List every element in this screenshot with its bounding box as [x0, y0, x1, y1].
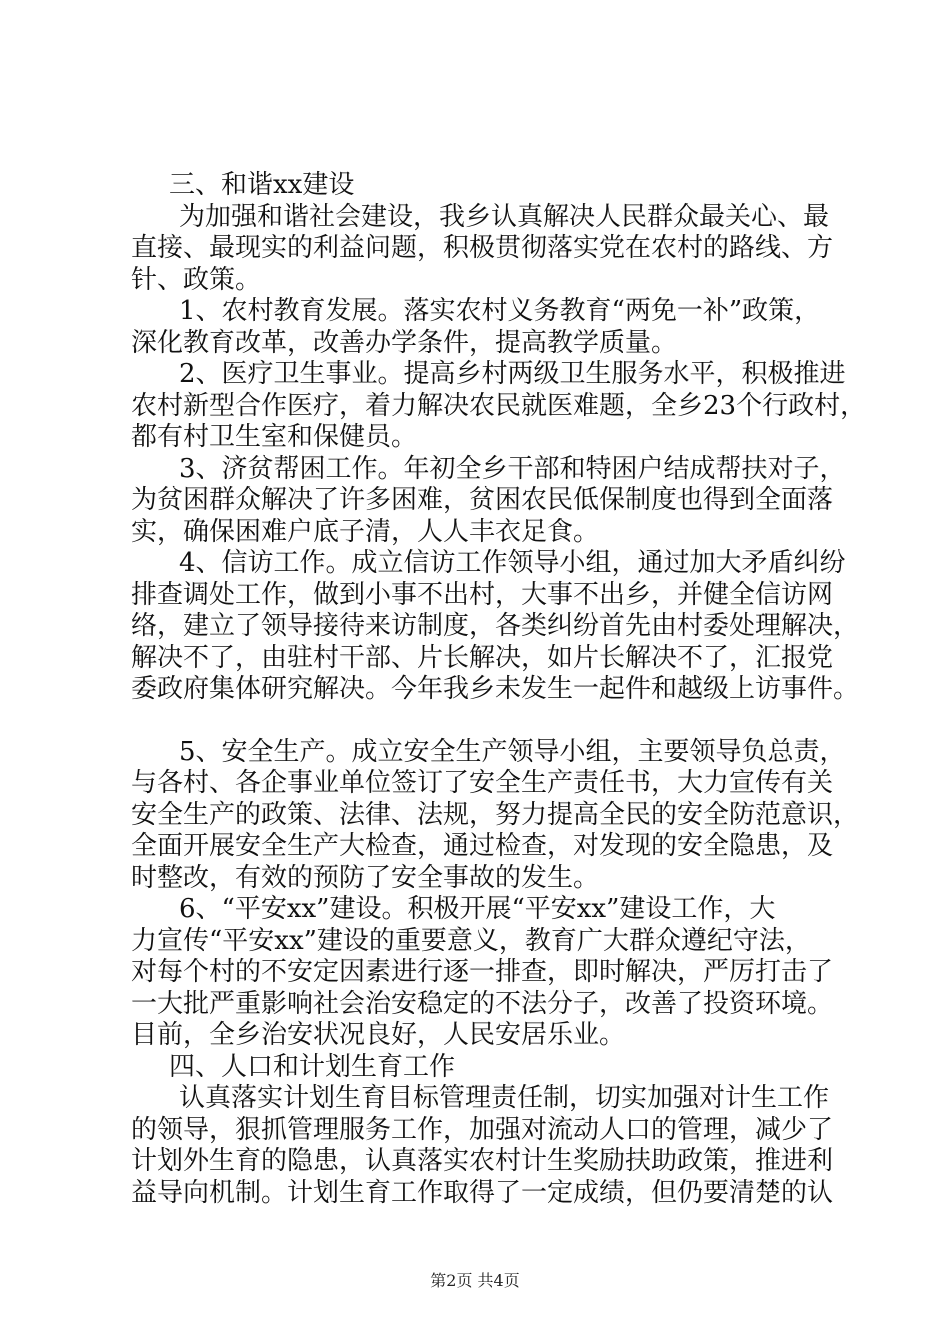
paragraph-line: 解决不了，由驻村干部、片长解决，如片长解决不了，汇报党 — [131, 642, 834, 673]
section-heading-family-planning: 四、人口和计划生育工作 — [169, 1051, 456, 1082]
paragraph-line: 为贫困群众解决了许多困难，贫困农民低保制度也得到全面落 — [131, 485, 834, 515]
paragraph-line: 力宣传“平安xx”建设的重要意义，教育广大群众遵纪守法， — [131, 925, 811, 956]
paragraph-line: 益导向机制。计划生育工作取得了一定成绩，但仍要清楚的认 — [131, 1177, 834, 1208]
section-heading-harmony: 三、和谐xx建设 — [169, 170, 355, 200]
paragraph-line: 实，确保困难户底子清，人人丰衣足食。 — [131, 516, 600, 547]
paragraph-line: 的领导，狠抓管理服务工作，加强对流动人口的管理，减少了 — [131, 1114, 834, 1145]
paragraph-line: 计划外生育的隐患，认真落实农村计生奖励扶助政策，推进利 — [131, 1146, 834, 1176]
paragraph-line: 全面开展安全生产大检查，通过检查，对发现的安全隐患，及 — [131, 831, 834, 861]
paragraph-line: 都有村卫生室和保健员。 — [131, 422, 418, 452]
paragraph-line: 络，建立了领导接待来访制度，各类纠纷首先由村委处理解决， — [131, 611, 860, 641]
item-safety-line: 5、安全生产。成立安全生产领导小组，主要领导负总责， — [179, 736, 846, 767]
paragraph-line: 深化教育改革，改善办学条件，提高教学质量。 — [131, 327, 678, 358]
paragraph-line: 对每个村的不安定因素进行逐一排查，即时解决，严厉打击了 — [131, 957, 834, 987]
item-poverty-line: 3、济贫帮困工作。年初全乡干部和特困户结成帮扶对子， — [179, 453, 846, 484]
paragraph-line: 认真落实计划生育目标管理责任制，切实加强对计生工作 — [179, 1083, 830, 1113]
item-education-line: 1、农村教育发展。落实农村义务教育“两免一补”政策， — [179, 296, 821, 326]
paragraph-line: 委政府集体研究解决。今年我乡未发生一起件和越级上访事件。 — [131, 674, 860, 704]
paragraph-line: 直接、最现实的利益问题，积极贯彻落实党在农村的路线、方 — [131, 233, 834, 263]
paragraph-line: 农村新型合作医疗，着力解决农民就医难题，全乡23个行政村， — [131, 390, 867, 421]
page-number-footer: 第2页 共4页 — [430, 1271, 520, 1290]
item-safe-county-line: 6、“平安xx”建设。积极开展“平安xx”建设工作，大 — [179, 894, 776, 924]
paragraph-line: 排查调处工作，做到小事不出村，大事不出乡，并健全信访网 — [131, 579, 834, 610]
document-body — [131, 170, 867, 1209]
paragraph-line: 针、政策。 — [131, 264, 262, 295]
paragraph-line: 与各村、各企事业单位签订了安全生产责任书，大力宣传有关 — [131, 768, 834, 798]
paragraph-line: 安全生产的政策、法律、法规，努力提高全民的安全防范意识， — [131, 799, 860, 830]
item-petition-line: 4、信访工作。成立信访工作领导小组，通过加大矛盾纠纷 — [179, 548, 846, 578]
paragraph-spacer — [131, 706, 851, 737]
item-medical-line: 2、医疗卫生事业。提高乡村两级卫生服务水平，积极推进 — [179, 359, 846, 389]
paragraph-line: 时整改，有效的预防了安全事故的发生。 — [131, 862, 600, 893]
paragraph-line: 目前，全乡治安状况良好，人民安居乐业。 — [131, 1020, 626, 1050]
paragraph-line: 为加强和谐社会建设，我乡认真解决人民群众最关心、最 — [179, 201, 830, 232]
paragraph-line: 一大批严重影响社会治安稳定的不法分子，改善了投资环境。 — [131, 988, 834, 1019]
